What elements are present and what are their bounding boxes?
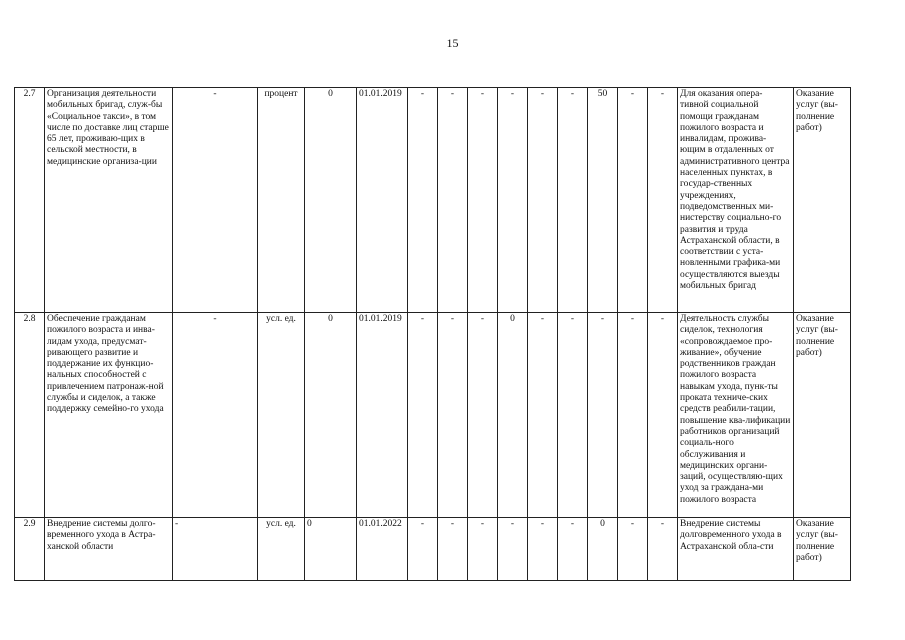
year-value: - [528, 88, 558, 313]
year-value: - [558, 313, 588, 518]
year-value: - [648, 88, 678, 313]
year-value: - [438, 518, 468, 581]
year-value: - [528, 313, 558, 518]
year-value: - [408, 518, 438, 581]
year-value: - [498, 518, 528, 581]
year-value: - [618, 313, 648, 518]
table-row [15, 518, 851, 581]
year-value: - [558, 518, 588, 581]
expected-result: Деятельность службы сиделок, технология «сопровождаемое про-живание», обучение родственников граждан пожилого возраста навыкам ухода, пунк-ты проката техниче-ских средств реабили-тации, повышение ква-лификации работников организаций социаль-ного обслуживания и медицинских органи-заций, осуществляю-щих уход за граждана-ми пожилого возраста [678, 313, 794, 518]
unit: усл. ед. [258, 518, 305, 581]
measure-type: Оказание услуг (вы-полнение работ) [794, 313, 851, 518]
base-value: 0 [305, 88, 357, 313]
year-value: 0 [588, 518, 618, 581]
base-value: 0 [305, 313, 357, 518]
year-value: - [438, 88, 468, 313]
year-value: - [588, 313, 618, 518]
year-value: 0 [498, 313, 528, 518]
expected-result: Внедрение системы долговременного ухода в Астраханской обла-сти [678, 518, 794, 581]
row-number: 2.8 [15, 313, 45, 518]
year-value: - [438, 313, 468, 518]
year-value: - [648, 518, 678, 581]
base-date: 01.01.2022 [357, 518, 408, 581]
cell-dash: - [173, 313, 258, 518]
base-date: 01.01.2019 [357, 88, 408, 313]
year-value: - [408, 88, 438, 313]
table-row [15, 313, 851, 518]
year-value: - [498, 88, 528, 313]
year-value: - [618, 88, 648, 313]
year-value: - [468, 518, 498, 581]
measure-type: Оказание услуг (вы-полнение работ) [794, 518, 851, 581]
unit: процент [258, 88, 305, 313]
measure-type: Оказание услуг (вы-полнение работ) [794, 88, 851, 313]
cell-dash: - [173, 88, 258, 313]
base-date: 01.01.2019 [357, 313, 408, 518]
year-value: - [468, 313, 498, 518]
measures-table [14, 87, 851, 581]
year-value: - [618, 518, 648, 581]
cell-dash: - [173, 518, 258, 581]
expected-result: Для оказания опера-тивной социальной помощи гражданам пожилого возраста и инвалидам, прожива-ющим в отдаленных от административного центра населенных пунктах, в государ-ственных учреждениях, подведомственных ми-нистерству социально-го развития и труда Астраханской области, в соответствии с уста-новленными графика-ми осуществляются выезды мобильных бригад [678, 88, 794, 313]
measure-name: Обеспечение гражданам пожилого возраста и инва-лидам ухода, предусмат-ривающего развитие и поддержание их функцио-нальных способностей с привлечением патронаж-ной службы и сиделок, а также поддержку семейно-го ухода [45, 313, 173, 518]
year-value: - [558, 88, 588, 313]
year-value: - [408, 313, 438, 518]
year-value: - [528, 518, 558, 581]
table-row [15, 88, 851, 313]
base-value: 0 [305, 518, 357, 581]
page-number: 15 [446, 36, 459, 50]
year-value: - [468, 88, 498, 313]
measure-name: Организация деятельности мобильных бригад, служ-бы «Социальное такси», в том числе по доставке лиц старше 65 лет, проживаю-щих в сельской местности, в медицинские организа-ции [45, 88, 173, 313]
unit: усл. ед. [258, 313, 305, 518]
row-number: 2.7 [15, 88, 45, 313]
year-value: - [648, 313, 678, 518]
measure-name: Внедрение системы долго-временного ухода в Астра-ханской области [45, 518, 173, 581]
year-value: 50 [588, 88, 618, 313]
row-number: 2.9 [15, 518, 45, 581]
